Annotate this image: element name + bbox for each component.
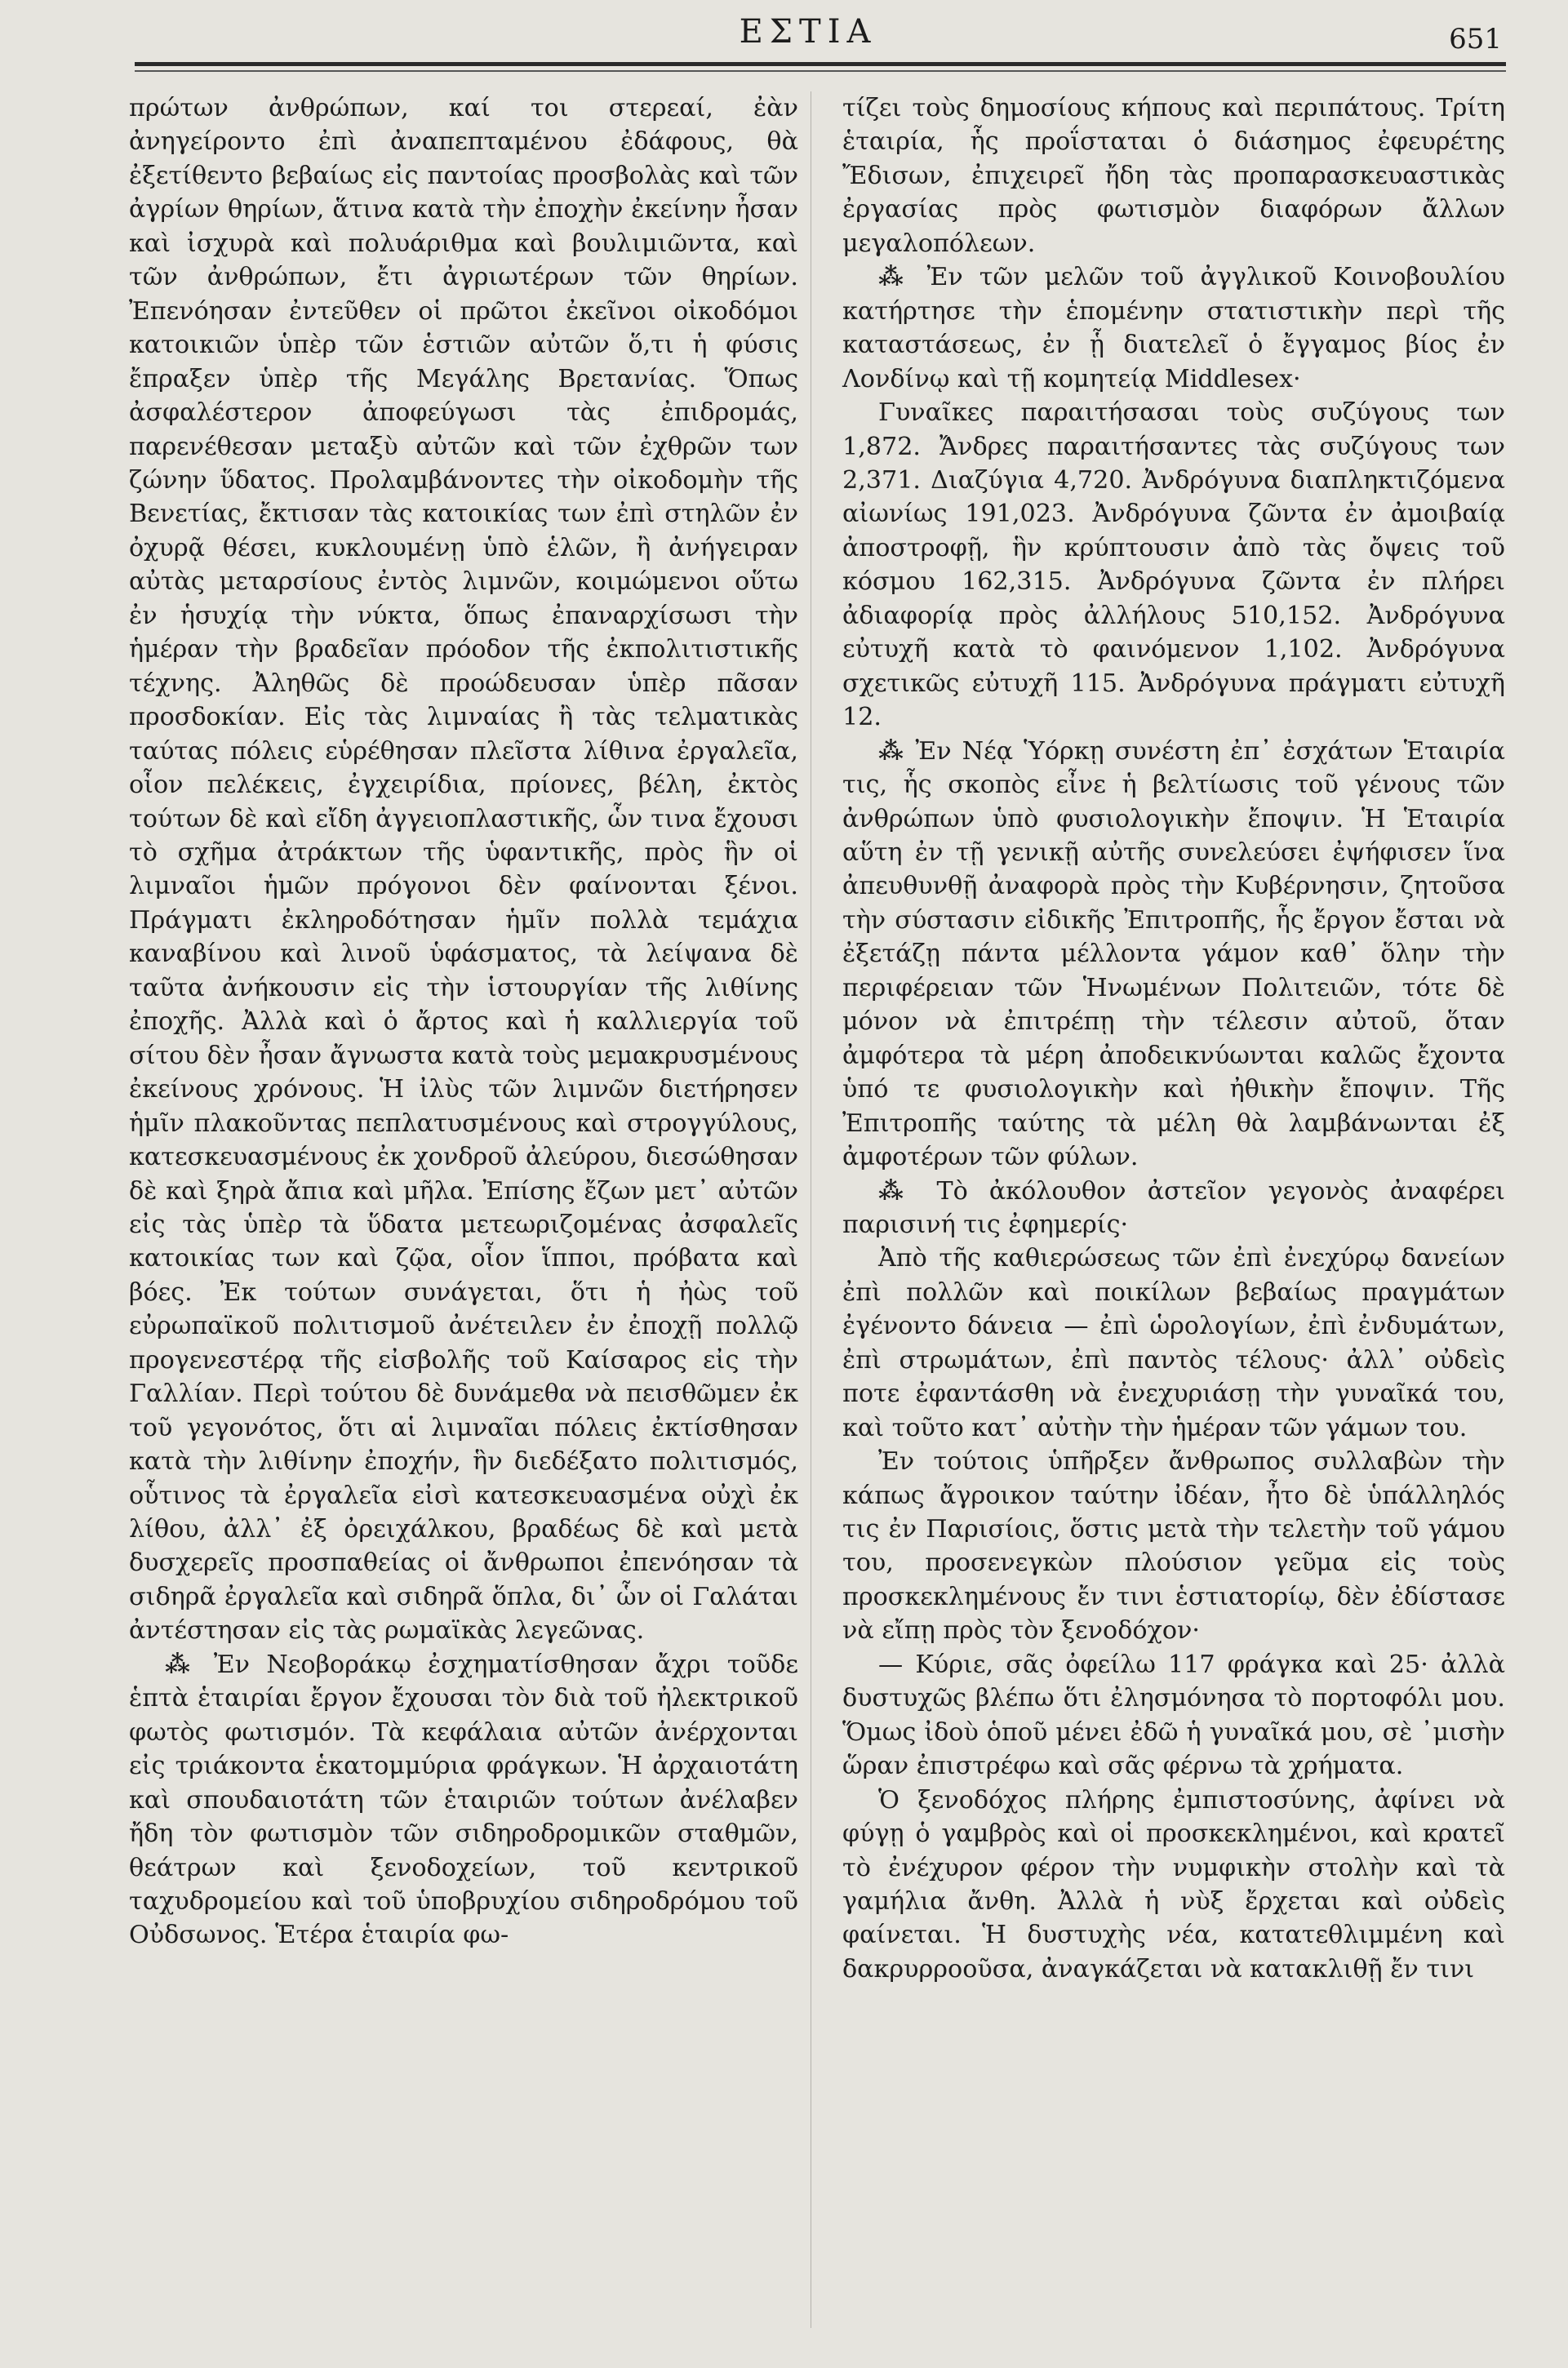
article-paragraph: τίζει τοὺς δημοσίους κήπους καὶ περιπάτους. Τρίτη ἑταιρία, ἧς προΐσταται ὁ διάσημος ἐφευρέτης Ἔδισων, ἐπιχειρεῖ ἤδη τὰς προπαρασκευαστικὰς ἐργασίας πρὸς φωτισμὸν διαφόρων ἄλλων μεγαλοπόλεων. (842, 94, 1505, 258)
news-item-text: Τὸ ἀκόλουθον ἀστεῖον γεγονὸς ἀναφέρει παρισινή τις ἐφημερίς· (842, 1176, 1505, 1239)
news-item-text: Ἐν τῶν μελῶν τοῦ ἀγγλικοῦ Κοινοβουλίου κατήρτησε τὴν ἑπομένην στατιστικὴν περὶ τῆς καταστάσεως, ἐν ᾗ διατελεῖ ὁ ἔγγαμος βίος ἐν Λονδίνῳ καὶ τῇ κομητείᾳ Middlesex· (842, 263, 1505, 393)
statistics-paragraph: Γυναῖκες παραιτήσασαι τοὺς συζύγους των 1,872. Ἄνδρες παραιτήσαντες τὰς συζύγους των 2,371. Διαζύγια 4,720. Ἀνδρόγυνα διαπληκτιζόμενα αἰωνίως 191,023. Ἀνδρόγυνα ζῶντα ἐν ἀμοιβαίᾳ ἀποστροφῇ, ἣν κρύπτουσιν ἀπὸ τὰς ὄψεις τοῦ κόσμου 162,315. Ἀνδρόγυνα ζῶντα ἐν πλήρει ἀδιαφορίᾳ πρὸς ἀλλήλους 510,152. Ἀνδρόγυνα εὐτυχῆ κατὰ τὸ φαινόμενον 1,102. Ἀνδρόγυνα σχετικῶς εὐτυχῆ 115. Ἀνδρόγυνα πράγματι εὐτυχῆ 12. (842, 398, 1505, 732)
section-mark: ⁂ (165, 1650, 198, 1679)
section-mark: ⁂ (878, 263, 911, 292)
news-item-electric-light (129, 1648, 798, 1953)
news-item-parliament-statistics (842, 260, 1505, 396)
news-item-text: Ἐν Νεοβοράκῳ ἐσχηματίσθησαν ἄχρι τοῦδε ἑπτὰ ἑταιρίαι ἔργον ἔχουσαι τὸν διὰ τοῦ ἠλεκτρικοῦ φωτὸς φωτισμόν. Τὰ κεφάλαια αὐτῶν ἀνέρχονται εἰς τριάκοντα ἑκατομμύρια φράγκων. Ἡ ἀρχαιοτάτη καὶ σπουδαιοτάτη τῶν ἑταιριῶν τούτων ἀνέλαβεν ἤδη τὸν φωτισμὸν τῶν σιδηροδρομικῶν σταθμῶν, θεάτρων καὶ ξενοδοχείων, τοῦ κεντρικοῦ ταχυδρομείου καὶ τοῦ ὑποβρυχίου σιδηροδρόμου τοῦ Οὐδσωνος. Ἑτέρα ἑταιρία φω- (129, 1650, 798, 1950)
section-mark: ⁂ (878, 736, 905, 766)
section-mark: ⁂ (878, 1176, 916, 1206)
journal-title: ΕΣΤΙΑ (739, 13, 877, 51)
anecdote-dialogue: — Κύριε, σᾶς ὀφείλω 117 φράγκα καὶ 25· ἀλλὰ δυστυχῶς βλέπω ὅτι ἐλησμόνησα τὸ πορτοφόλι μου. Ὅμως ἰδοὺ ὁποῦ μένει ἐδῶ ἡ γυναῖκά μου, σὲ ᾽μισὴν ὥραν ἐπιστρέφω καὶ σᾶς φέρνω τὰ χρήματα. (842, 1650, 1505, 1781)
left-column (129, 91, 798, 1953)
page-number: 651 (1449, 23, 1502, 56)
header-rule-thin (135, 70, 1506, 72)
header-rule (135, 62, 1506, 66)
news-item-paris-anecdote (842, 1175, 1505, 1242)
news-item-new-york-society (842, 735, 1505, 1175)
news-item-text: Ἐν Νέᾳ Ὑόρκῃ συνέστη ἐπ᾽ ἐσχάτων Ἑταιρία τις, ἧς σκοπὸς εἶνε ἡ βελτίωσις τοῦ γένους τῶν ἀνθρώπων ὑπὸ φυσιολογικὴν ἔποψιν. Ἡ Ἑταιρία αὕτη ἐν τῇ γενικῇ αὐτῆς συνελεύσει ἐψήφισεν ἵνα ἀπευθυνθῇ ἀναφορὰ πρὸς τὴν Κυβέρνησιν, ζητοῦσα τὴν σύστασιν εἰδικῆς Ἐπιτροπῆς, ἧς ἔργον ἔσται νὰ ἐξετάζῃ πάντα μέλλοντα γάμον καθ᾽ ὅλην τὴν περιφέρειαν τῶν Ἡνωμένων Πολιτειῶν, τότε δὲ μόνον νὰ ἐπιτρέπῃ τὴν τέλεσιν αὐτοῦ, ὅταν ἀμφότερα τὰ μέρη ἀποδεικνύωνται καλῶς ἔχοντα ὑπό τε φυσιολογικὴν καὶ ἠθικὴν ἔποψιν. Τῆς Ἐπιτροπῆς ταύτης τὰ μέλη θὰ λαμβάνωνται ἐξ ἀμφοτέρων τῶν φύλων. (842, 736, 1505, 1172)
masthead (90, 5, 1526, 62)
anecdote-paragraph: Ἀπὸ τῆς καθιερώσεως τῶν ἐπὶ ἐνεχύρῳ δανείων ἐπὶ πολλῶν καὶ ποικίλων βεβαίως πραγμάτων ἐγένοντο δάνεια — ἐπὶ ὡρολογίων, ἐπὶ ἐνδυμάτων, ἐπὶ στρωμάτων, ἐπὶ παντὸς τέλους· ἀλλ᾽ οὐδεὶς ποτε ἐφαντάσθη νὰ ἐνεχυριάσῃ τὴν γυναῖκά του, καὶ τοῦτο κατ᾽ αὐτὴν τὴν ἡμέραν τῶν γάμων του. (842, 1244, 1505, 1442)
anecdote-paragraph: Ὁ ξενοδόχος πλήρης ἐμπιστοσύνης, ἀφίνει νὰ φύγῃ ὁ γαμβρὸς καὶ οἱ προσκεκλημένοι, καὶ κρατεῖ τὸ ἐνέχυρον φέρον τὴν νυμφικὴν στολὴν καὶ τὰ γαμήλια ἄνθη. Ἀλλὰ ἡ νὺξ ἔρχεται καὶ οὐδεὶς φαίνεται. Ἡ δυστυχὴς νέα, κατατεθλιμμένη καὶ δακρυρροοῦσα, ἀναγκάζεται νὰ κατακλιθῇ ἔν τινι (842, 1785, 1505, 1984)
anecdote-paragraph: Ἐν τούτοις ὑπῆρξεν ἄνθρωπος συλλαβὼν τὴν κάπως ἄγροικον ταύτην ἰδέαν, ἦτο δὲ ὑπάλληλός τις ἐν Παρισίοις, ὅστις μετὰ τὴν τελετὴν τοῦ γάμου του, προσενεγκὼν πλούσιον γεῦμα εἰς τοὺς προσκεκλημένους ἔν τινι ἑστιατορίῳ, δὲν ἐδίστασε νὰ εἴπῃ πρὸς τὸν ξενοδόχον· (842, 1447, 1505, 1646)
right-column (842, 91, 1505, 1986)
article-paragraph: πρώτων ἀνθρώπων, καί τοι στερεαί, ἐὰν ἀνηγείροντο ἐπὶ ἀναπεπταμένου ἐδάφους, θὰ ἐξετίθεντο βεβαίως εἰς παντοίας προσβολὰς καὶ τῶν ἀγρίων θηρίων, ἅτινα κατὰ τὴν ἐποχὴν ἐκείνην ἦσαν καὶ ἰσχυρὰ καὶ πολυάριθμα καὶ βουλιμιῶντα, καὶ τῶν ἀνθρώπων, ἔτι ἀγριωτέρων τῶν θηρίων. Ἐπενόησαν ἐντεῦθεν οἱ πρῶτοι ἐκεῖνοι οἰκοδόμοι κατοικιῶν ὑπὲρ τῶν ἑστιῶν αὐτῶν ὅ,τι ἡ φύσις ἔπραξεν ὑπὲρ τῆς Μεγάλης Βρετανίας. Ὅπως ἀσφαλέστερον ἀποφεύγωσι τὰς ἐπιδρομάς, παρενέθεσαν μεταξὺ αὐτῶν καὶ τῶν ἐχθρῶν των ζώνην ὕδατος. Προλαμβάνοντες τὴν οἰκοδομὴν τῆς Βενετίας, ἔκτισαν τὰς κατοικίας των ἐπὶ στηλῶν ἐν ὀχυρᾷ θέσει, κυκλουμένῃ ὑπὸ ἑλῶν, ἢ ἀνήγειραν αὐτὰς μεταρσίους ἐντὸς λιμνῶν, κοιμώμενοι οὕτω ἐν ἡσυχίᾳ τὴν νύκτα, ὅπως ἐπαναρχίσωσι τὴν ἡμέραν τὴν βραδεῖαν πρόοδον τῆς ἐκπολιτιστικῆς τέχνης. Ἀληθῶς δὲ προώδευσαν ὑπὲρ πᾶσαν προσδοκίαν. Εἰς τὰς λιμναίας ἢ τὰς τελματικὰς ταύτας πόλεις εὑρέθησαν πλεῖστα λίθινα ἐργαλεῖα, οἷον πελέκεις, ἐγχειρίδια, πρίονες, βέλη, ἐκτὸς τούτων δὲ καὶ εἴδη ἀγγειοπλαστικῆς, ὧν τινα ἔχουσι τὸ σχῆμα ἀτράκτων τῆς ὑφαντικῆς, πρὸς ἣν οἱ λιμναῖοι ἡμῶν πρόγονοι δὲν φαίνονται ξένοι. Πράγματι ἐκληροδότησαν ἡμῖν πολλὰ τεμάχια καναβίνου καὶ λινοῦ ὑφάσματος, τὰ λείψανα δὲ ταῦτα ἀνήκουσιν εἰς τὴν ἱστουργίαν τῆς λιθίνης ἐποχῆς. Ἀλλὰ καὶ ὁ ἄρτος καὶ ἡ καλλιεργία τοῦ σίτου δὲν ἦσαν ἄγνωστα κατὰ τοὺς μεμακρυσμένους ἐκείνους χρόνους. Ἡ ἰλὺς τῶν λιμνῶν διετήρησεν ἡμῖν πλακοῦντας πεπλατυσμένους καὶ στρογγύλους, κατεσκευασμένους ἐκ χονδροῦ ἀλεύρου, διεσώθησαν δὲ καὶ ξηρὰ ἄπια καὶ μῆλα. Ἐπίσης ἔζων μετ᾽ αὐτῶν εἰς τὰς ὑπὲρ τὰ ὕδατα μετεωριζομένας ἀσφαλεῖς κατοικίας των καὶ ζῷα, οἷον ἵπποι, πρόβατα καὶ βόες. Ἐκ τούτων συνάγεται, ὅτι ἡ ἠὼς τοῦ εὐρωπαϊκοῦ πολιτισμοῦ ἀνέτειλεν ἐν ἐποχῇ πολλῷ προγενεστέρᾳ τῆς εἰσβολῆς τοῦ Καίσαρος εἰς τὴν Γαλλίαν. Περὶ τούτου δὲ δυνάμεθα νὰ πεισθῶμεν ἐκ τοῦ γεγονότος, ὅτι αἱ λιμναῖαι πόλεις ἐκτίσθησαν κατὰ τὴν λιθίνην ἐποχήν, ἣν διεδέξατο πολιτισμός, οὗτινος τὰ ἐργαλεῖα εἰσὶ κατεσκευασμένα οὐχὶ ἐκ λίθου, ἀλλ᾽ ἐξ ὀρειχάλκου, βραδέως δὲ καὶ μετὰ δυσχερεῖς προσπαθείας οἱ ἄνθρωποι ἐπενόησαν τὰ σιδηρᾶ ἐργαλεῖα καὶ σιδηρᾶ ὅπλα, δι᾽ ὧν οἱ Γαλάται ἀντέστησαν εἰς τὰς ρωμαϊκὰς λεγεῶνας. (129, 94, 798, 1646)
